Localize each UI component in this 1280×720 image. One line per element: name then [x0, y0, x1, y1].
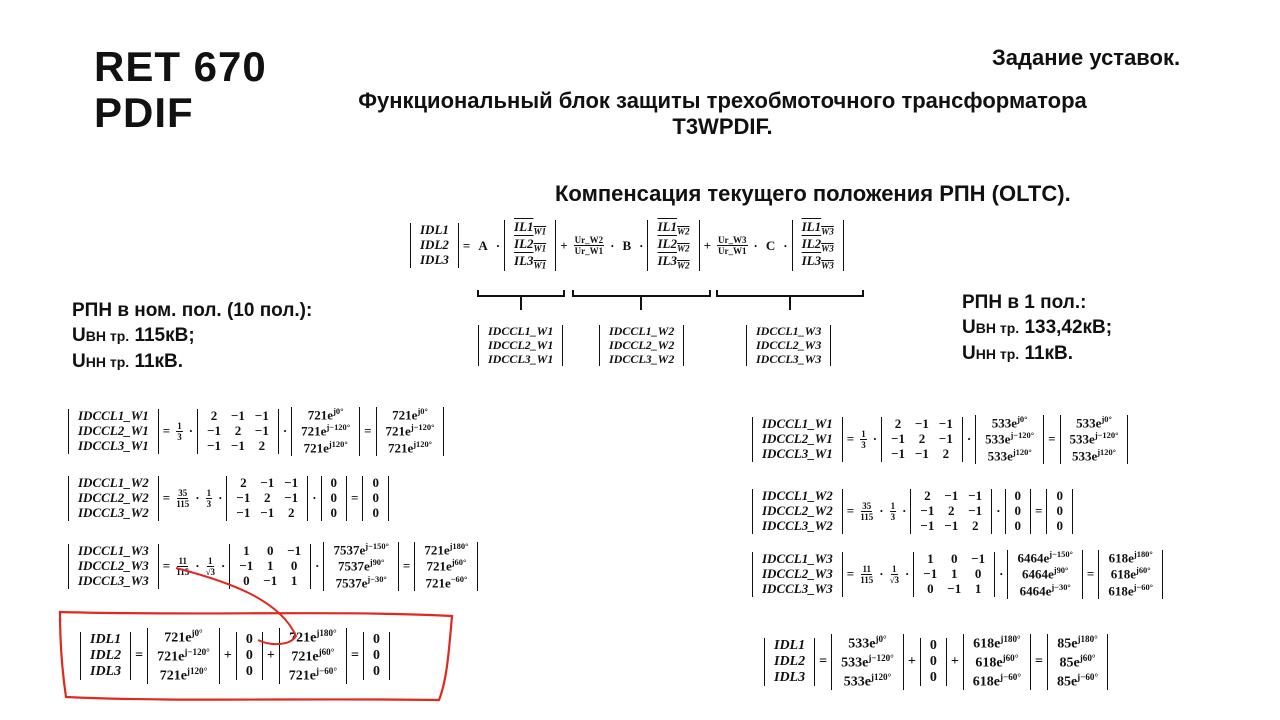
matrix-cell: −1	[914, 415, 929, 431]
matrix-cell: −1	[968, 502, 983, 518]
vector-cell: 0	[372, 475, 379, 490]
vector-row	[1103, 583, 1158, 599]
matrix-cell: 0	[267, 542, 274, 558]
phasor-cell: $721e^{j0^\circ}$	[164, 628, 203, 646]
dot: ·	[610, 237, 615, 253]
matrix-row	[886, 447, 958, 462]
matrix-cell: −1	[207, 437, 221, 453]
matrix-cell: −1	[938, 415, 953, 431]
vector-row	[769, 654, 810, 670]
vector-cell: 0	[929, 654, 937, 670]
vector-label: IDL3	[774, 670, 806, 686]
vector-row	[1052, 653, 1103, 672]
vector-row	[925, 638, 942, 654]
phasor-cell: $721e^{j180^\circ}$	[289, 628, 337, 646]
matrix-cell: −1	[263, 572, 278, 588]
vector-cell: 0	[1014, 517, 1022, 533]
matrix-row	[886, 417, 958, 432]
matrix-cell: −1	[236, 489, 251, 505]
heading-right: Задание уставок.	[992, 45, 1181, 70]
vector-cell: 0	[929, 670, 937, 686]
matrix-cell: −1	[891, 430, 905, 446]
coef-a: A	[478, 237, 488, 253]
ratio-c-num: Ur_W3	[718, 235, 747, 246]
vn-sub: ВН тр.	[85, 328, 130, 344]
vector-row	[757, 519, 838, 534]
vector-label: IDCCL2_W2	[762, 502, 833, 518]
vector-label: $IL1_{W2}$	[657, 219, 690, 237]
vector-cell: 0	[245, 664, 253, 680]
phasor-cell: $533e^{j120^\circ}$	[987, 446, 1032, 463]
phasor-cell: $618e^{j-60^\circ}$	[1108, 581, 1154, 598]
title-line1: RET 670	[94, 43, 267, 90]
red-highlight-box	[60, 612, 452, 700]
matrix-cell: −1	[236, 504, 251, 520]
matrix-cell: 1	[290, 572, 298, 588]
phasor-cell: $721e^{j-60^\circ}$	[288, 665, 337, 684]
vector-row	[1065, 448, 1124, 464]
vector-label: IDCCL3_W1	[762, 445, 833, 461]
vector-label: $IL3_{W3}$	[801, 253, 834, 271]
phasor-cell: $618e^{j180^\circ}$	[973, 634, 1021, 652]
vector-label: IDL2	[90, 648, 122, 664]
matrix-cell: 2	[971, 517, 979, 533]
vector-label: IDCCL2_W3	[78, 557, 149, 573]
phasor-cell: $7537e^{j90^\circ}$	[338, 557, 385, 574]
left-note-line1: РПН в ном. пол. (10 пол.):	[72, 300, 313, 321]
right-note-line1: РПН в 1 пол.:	[962, 292, 1087, 313]
matrix-cell: −1	[920, 517, 935, 533]
vector-cell: 0	[1056, 488, 1063, 503]
vector-label: $IL2_{W2}$	[657, 236, 690, 254]
nn-sub: НН тр.	[85, 354, 130, 370]
vector-label: IDCCL3_W2	[609, 351, 675, 366]
vector-row	[1012, 583, 1077, 599]
subtitle-line2: T3WPDIF.	[672, 114, 773, 139]
vector-label: IDCCL3_W1	[488, 351, 554, 366]
u-letter: U	[962, 343, 976, 364]
phasor-cell: $721e^{j0^\circ}$	[392, 406, 428, 423]
k2a: $\frac{35}{115}$	[176, 487, 190, 509]
right-eq-w2: IDCCL1_W2 IDCCL2_W2 IDCCL3_W2 = $\frac{35}{115}$ · $\frac{1}{3}$ · 2 −1 −1 −1 2 −1 −1 −1 2 · 0 0 0 = 0 0 0	[752, 489, 1073, 534]
matrix-cell: −1	[230, 407, 245, 423]
vector-row	[1010, 504, 1027, 519]
phasor-cell: $721e^{-60^\circ}$	[425, 573, 468, 590]
matrix-cell: 0	[243, 572, 250, 588]
vector-label: IDCCL1_W1	[78, 407, 149, 423]
subtitle-line1: Функциональный блок защиты трехобмоточного трансформатора	[358, 88, 1087, 113]
vector-row	[757, 447, 838, 462]
plus: +	[560, 237, 568, 253]
right-eq-w3: IDCCL1_W3 IDCCL2_W3 IDCCL3_W3 = $\frac{11}{115}$ · $\frac{1}{√3}$ · 1 0 −1 −1 1 0 0 −1 1 · $6464e^{j-150^\circ}$ $6464e^{j90^\circ}$ $6464e^{j-30^\circ}$ = $618e^{j180^\circ}$ $618e^{j60^\circ}$ $618e^{j-60^\circ}$	[752, 550, 1163, 599]
vector-cell: 0	[1014, 502, 1022, 518]
phasor-cell: $533e^{j0^\circ}$	[1076, 414, 1112, 431]
equals-sign: =	[462, 237, 471, 253]
matrix-cell: −1	[968, 488, 983, 503]
vector-label: IDCCL1_W3	[762, 550, 833, 566]
vector-cell: 0	[372, 489, 379, 505]
vector-row	[1012, 550, 1077, 566]
dot: ·	[783, 237, 788, 253]
nn-sub: НН тр.	[975, 346, 1020, 362]
vector-label: IDCCL3_W3	[762, 580, 833, 596]
matrix-cell: 2	[264, 489, 271, 505]
coef-b: B	[622, 237, 632, 253]
vector-cell: 0	[929, 637, 937, 653]
matrix-cell: −1	[284, 475, 299, 490]
matrix-cell: 2	[948, 502, 955, 518]
matrix-cell: −1	[207, 422, 221, 438]
vector-label: IDL1	[774, 637, 806, 653]
u-letter: U	[72, 351, 86, 372]
matrix-row	[918, 567, 990, 582]
phasor-cell: $533e^{j120^\circ}$	[843, 671, 892, 690]
vector-label: $IL1_{W1}$	[514, 219, 547, 237]
matrix-cell: 2	[210, 407, 218, 423]
phasor-cell: $533e^{j0^\circ}$	[991, 414, 1028, 431]
phasor-cell: $7537e^{j-150^\circ}$	[333, 541, 389, 558]
u-letter: U	[962, 317, 976, 338]
vector-label: IDL1	[90, 631, 122, 647]
vector-label: IDCCL2_W1	[488, 337, 554, 352]
vector-cell: 0	[245, 648, 253, 664]
matrix-cell: 2	[287, 504, 295, 520]
k2b: $\frac{1}{3}$	[206, 487, 212, 509]
matrix-cell: −1	[944, 488, 959, 503]
vector-label: IDCCL2_W2	[78, 489, 149, 505]
vector-row	[1103, 550, 1158, 566]
vector-row	[1052, 672, 1103, 691]
ratio-b-num: Ur_W2	[574, 235, 604, 246]
vector-label: IDCCL1_W2	[78, 475, 149, 490]
k3b: $\frac{1}{√3}$	[205, 555, 216, 577]
vector-row	[836, 634, 899, 653]
matrix-cell: −1	[891, 445, 905, 461]
vector-label: IDCCL3_W2	[78, 504, 149, 520]
right-sum: IDL1 IDL2 IDL3 = $533e^{j0^\circ}$ $533e^{j-120^\circ}$ $533e^{j120^\circ}$ + 0 0 0 + $618e^{j180^\circ}$ $618e^{j60^\circ}$ $618e^{j-60^\circ}$ = $85e^{j180^\circ}$ $85e^{j60^\circ}$ $85e^{j-60^\circ}$	[764, 634, 1108, 690]
phasor-cell: $721e^{j60^\circ}$	[426, 557, 467, 574]
vector-label: $IL3_{W2}$	[657, 253, 690, 271]
vector-row	[1010, 489, 1027, 504]
matrix-cell: −1	[254, 407, 269, 423]
matrix-row	[918, 552, 990, 567]
matrix-cell: −1	[260, 475, 275, 490]
vector-row	[836, 653, 899, 672]
vector-row	[980, 415, 1039, 431]
vector-row	[836, 672, 899, 691]
matrix-cell: 0	[927, 580, 934, 596]
matrix-cell: 2	[924, 488, 931, 503]
k3a: $\frac{11}{115}$	[176, 555, 190, 577]
matrix-cell: 2	[240, 475, 247, 490]
left-eq-w2: IDCCL1_W2 IDCCL2_W2 IDCCL3_W2 = $\frac{35}{115}$ · $\frac{1}{3}$ · 2 −1 −1 −1 2 −1 −1 −1 2 · 0 0 0 = 0 0 0	[68, 476, 389, 521]
phasor-cell: $618e^{j-60^\circ}$	[972, 671, 1021, 690]
vector-label: $IL3_{W1}$	[514, 253, 547, 271]
matrix-cell: −1	[944, 517, 959, 533]
ratio-c-den: Ur_W1	[718, 246, 747, 257]
phasor-cell: $533e^{j-120^\circ}$	[841, 652, 894, 671]
matrix-cell: 0	[951, 550, 958, 566]
phasor-cell: $721e^{j180^\circ}$	[424, 541, 469, 558]
vector-row	[757, 552, 838, 567]
matrix-cell: −1	[254, 422, 269, 438]
matrix-row	[915, 489, 987, 504]
u-letter: U	[72, 325, 86, 346]
matrix-row	[886, 432, 958, 447]
vector-row	[757, 567, 838, 582]
phasor-cell: $533e^{j-120^\circ}$	[985, 430, 1035, 447]
phasor-cell: $721e^{j-120^\circ}$	[157, 646, 210, 665]
matrix-cell: −1	[938, 430, 953, 446]
vector-cell: 0	[372, 631, 380, 647]
phasor-cell: $7537e^{j-30^\circ}$	[335, 573, 387, 590]
nn-value: 11кВ.	[1024, 343, 1074, 364]
matrix-cell: 0	[974, 565, 982, 581]
vector-label: IDCCL3_W3	[78, 572, 149, 588]
matrix-cell: 0	[290, 557, 298, 573]
phasor-cell: $533e^{j120^\circ}$	[1071, 446, 1117, 463]
vector-label: IDCCL2_W2	[609, 337, 675, 352]
left-eq-w3: IDCCL1_W3 IDCCL2_W3 IDCCL3_W3 = $\frac{11}{115}$ · $\frac{1}{√3}$ · 1 0 −1 −1 1 0 0 −1 1 · $7537e^{j-150^\circ}$ $7537e^{j90^\circ}$ $7537e^{j-30^\circ}$ = $721e^{j180^\circ}$ $721e^{j60^\circ}$ $721e^{-60^\circ}$	[68, 542, 478, 591]
vector-row	[925, 670, 942, 686]
vector-row	[757, 489, 838, 504]
vn-value: 133,42кВ;	[1024, 317, 1113, 338]
vector-row	[757, 432, 838, 447]
dot: ·	[495, 237, 501, 253]
matrix-cell: −1	[284, 489, 299, 505]
phasor-cell: $721e^{j120^\circ}$	[387, 438, 433, 455]
vector-row	[980, 448, 1039, 464]
matrix-cell: 1	[951, 565, 958, 581]
phasor-cell: $6464e^{j-30^\circ}$	[1019, 581, 1071, 598]
left-sum: IDL1 IDL2 IDL3 = $721e^{j0^\circ}$ $721e^{j-120^\circ}$ $721e^{j120^\circ}$ + 0 0 0 + $721e^{j180^\circ}$ $721e^{j60^\circ}$ $721e^{j-60^\circ}$ = 0 0 0	[80, 628, 390, 684]
vector-row	[757, 582, 838, 597]
phasor-cell: $721e^{j-120^\circ}$	[385, 422, 435, 439]
vector-label: IDCCL1_W1	[762, 415, 833, 431]
phasor-cell: $533e^{j-120^\circ}$	[1069, 430, 1119, 447]
matrix-cell: −1	[971, 550, 986, 566]
title-line2: PDIF	[94, 89, 194, 136]
vector-cell: 0	[1014, 488, 1022, 503]
vector-label: IDCCL2_W1	[78, 422, 149, 438]
phasor-cell: $721e^{j120^\circ}$	[159, 665, 208, 684]
phasor-cell: $85e^{j180^\circ}$	[1057, 634, 1098, 652]
red-arrow-curve	[176, 568, 296, 644]
matrix-cell: −1	[920, 502, 935, 518]
matrix-cell: 2	[258, 437, 266, 453]
vector-row	[1010, 519, 1027, 534]
vector-label: IDL2	[774, 654, 806, 670]
phasor-cell: $6464e^{j-150^\circ}$	[1017, 549, 1073, 566]
vector-label: IDCCL1_W3	[78, 542, 149, 558]
left-eq-w1: IDCCL1_W1 IDCCL2_W1 IDCCL3_W1 = $\frac{1}{3}$ · 2 −1 −1 −1 2 −1 −1 −1 2 · $721e^{j0^\circ}$ $721e^{j-120^\circ}$ $721e^{j120^\circ}$ = $721e^{j0^\circ}$ $721e^{j-120^\circ}$ $721e^{j120^\circ}$	[68, 407, 444, 456]
vector-label: IDCCL3_W2	[762, 517, 833, 533]
vn-value: 115кВ;	[134, 325, 195, 346]
dot: ·	[639, 237, 644, 253]
phasor-cell: $721e^{j120^\circ}$	[303, 438, 348, 455]
vector-label: IDCCL3_W3	[756, 351, 822, 366]
vector-row	[1103, 566, 1158, 582]
vector-row	[757, 504, 838, 519]
matrix-cell: 2	[234, 422, 242, 438]
vector-row	[1051, 519, 1068, 534]
matrix-cell: −1	[914, 445, 929, 461]
phasor-cell: $618e^{j60^\circ}$	[1110, 565, 1151, 582]
matrix-row	[915, 519, 987, 534]
vector-row	[980, 431, 1039, 447]
vector-row	[1051, 504, 1068, 519]
dot: ·	[753, 237, 758, 253]
vector-cell: 0	[372, 664, 380, 680]
phasor-cell: $618e^{j60^\circ}$	[975, 652, 1019, 671]
vector-cell: 0	[372, 504, 379, 520]
phasor-cell: $533e^{j0^\circ}$	[848, 634, 887, 652]
phasor-cell: $721e^{j0^\circ}$	[307, 406, 344, 423]
vector-cell: 0	[330, 489, 338, 505]
vn-sub: ВН тр.	[975, 320, 1020, 336]
matrix-cell: 2	[894, 415, 902, 431]
vector-row	[1051, 489, 1068, 504]
vector-label: $IL1_{W3}$	[801, 219, 834, 237]
vector-row	[769, 670, 810, 686]
vector-label: IDL3	[90, 664, 122, 680]
matrix-cell: −1	[230, 437, 245, 453]
vector-label: IDCCL2_W1	[762, 430, 833, 446]
plus: +	[703, 237, 712, 253]
matrix-cell: −1	[923, 565, 938, 581]
phasor-cell: $618e^{j180^\circ}$	[1108, 549, 1153, 566]
vector-label: IDCCL1_W2	[609, 324, 675, 338]
k1: $\frac{1}{3}$	[177, 420, 182, 442]
vector-row	[968, 653, 1026, 672]
vector-row	[925, 654, 942, 670]
matrix-cell: −1	[260, 504, 275, 520]
vector-label: IDL1	[420, 222, 449, 238]
vector-label: IDL2	[420, 237, 449, 253]
matrix-cell: 1	[927, 550, 934, 566]
vector-label: IDCCL1_W2	[762, 488, 833, 503]
right-eq-w1: IDCCL1_W1 IDCCL2_W1 IDCCL3_W1 = $\frac{1}{3}$ · 2 −1 −1 −1 2 −1 −1 −1 2 · $533e^{j0^\circ}$ $533e^{j-120^\circ}$ $533e^{j120^\circ}$ = $533e^{j0^\circ}$ $533e^{j-120^\circ}$ $533e^{j120^\circ}$	[752, 415, 1128, 464]
coef-c: C	[765, 237, 776, 253]
phasor-cell: $85e^{j-60^\circ}$	[1056, 671, 1099, 690]
matrix-cell: 2	[918, 430, 926, 446]
vector-cell: 0	[330, 475, 338, 490]
vector-label: IDCCL3_W1	[78, 437, 149, 453]
vector-row	[1065, 431, 1124, 447]
vector-row	[1065, 415, 1124, 431]
matrix-row	[918, 582, 990, 597]
vector-cell: 0	[330, 504, 338, 520]
vector-row	[1012, 566, 1077, 582]
vector-row	[757, 417, 838, 432]
vector-row	[968, 634, 1026, 653]
vector-row	[1052, 634, 1103, 653]
vector-cell: 0	[245, 631, 253, 647]
vector-label: IDCCL1_W1	[488, 324, 554, 338]
matrix-cell: 1	[974, 580, 982, 596]
phasor-cell: $85e^{j60^\circ}$	[1059, 652, 1096, 671]
vector-label: IDL3	[420, 252, 449, 268]
vector-row	[769, 638, 810, 654]
matrix-cell: 1	[267, 557, 274, 573]
section-heading: Компенсация текущего положения РПН (OLTC).	[555, 181, 1071, 206]
vector-cell: 0	[1056, 517, 1063, 533]
matrix-cell: 1	[243, 542, 250, 558]
matrix-cell: −1	[287, 542, 302, 558]
vector-label: IDCCL2_W3	[762, 565, 833, 581]
phasor-cell: $721e^{j60^\circ}$	[291, 646, 335, 665]
matrix-row	[915, 504, 987, 519]
phasor-cell: $721e^{j-120^\circ}$	[301, 422, 351, 439]
vector-label: IDCCL2_W3	[756, 337, 822, 352]
matrix-cell: 2	[942, 445, 950, 461]
vector-label: $IL2_{W3}$	[801, 236, 834, 254]
vector-row	[968, 672, 1026, 691]
ratio-b-den: Ur_W1	[574, 246, 604, 257]
nn-value: 11кВ.	[134, 351, 184, 372]
vector-cell: 0	[372, 648, 380, 664]
vector-label: IDCCL1_W3	[756, 324, 822, 338]
phasor-cell: $6464e^{j90^\circ}$	[1022, 565, 1069, 582]
matrix-cell: −1	[947, 580, 962, 596]
vector-cell: 0	[1056, 502, 1063, 518]
vector-label: $IL2_{W1}$	[514, 236, 547, 254]
matrix-cell: −1	[239, 557, 254, 573]
